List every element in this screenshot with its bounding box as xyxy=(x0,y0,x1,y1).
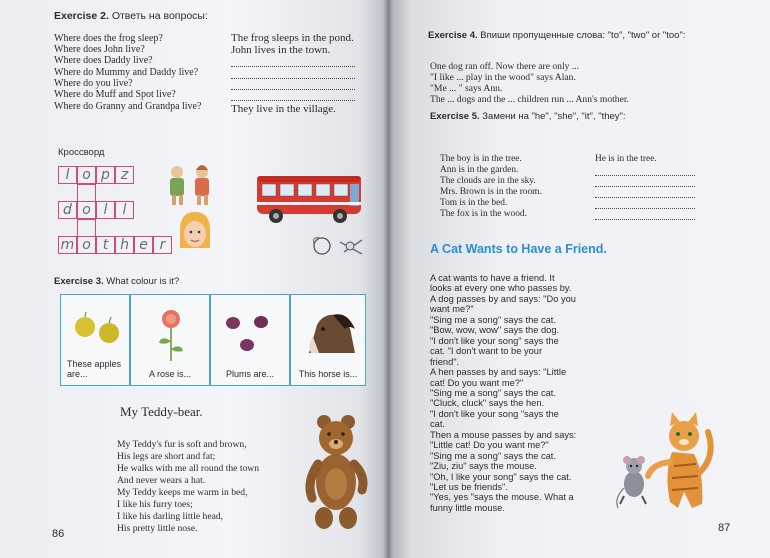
exercise5-label: Exercise 5. xyxy=(430,111,480,122)
question-line: Where does John live? xyxy=(54,44,145,55)
question-line: Where do Granny and Grandpa live? xyxy=(54,101,202,112)
exercise5-sentence: Ann is in the garden. xyxy=(440,165,519,175)
poem-line: I like his furry toes; xyxy=(117,499,193,510)
poem-title: My Teddy-bear. xyxy=(120,404,203,419)
poem-line: And never wears a hat. xyxy=(117,475,206,486)
colour-caption: These apples are... xyxy=(67,359,122,379)
story-line: cat. xyxy=(430,419,445,430)
exercise5-sentence: The boy is in the tree. xyxy=(440,154,522,164)
poem-line: My Teddy's fur is soft and brown, xyxy=(117,439,247,450)
crossword-title: Кроссворд xyxy=(58,147,105,158)
crossword-letter: r xyxy=(159,237,166,253)
crossword-cell xyxy=(58,201,77,219)
crossword-cell xyxy=(96,166,115,184)
question-line: Where do Muff and Spot live? xyxy=(54,89,176,100)
story-title: A Cat Wants to Have a Friend. xyxy=(430,242,607,256)
story-line: funny little mouse. xyxy=(430,502,505,513)
crossword-cell xyxy=(96,201,115,219)
colour-caption: Plums are... xyxy=(225,369,274,379)
exercise2-heading xyxy=(54,10,208,22)
exercise5-sentence: Mrs. Brown is in the room. xyxy=(440,187,542,197)
crossword-letter: l xyxy=(122,202,127,218)
answer-line: John lives in the town. xyxy=(231,44,331,56)
colour-caption: A rose is... xyxy=(148,369,192,379)
story-line: cat. "I don't want to be your xyxy=(430,346,543,357)
colour-item-apples xyxy=(60,294,130,386)
colour-item-horse xyxy=(290,294,366,386)
poem-line: His pretty little nose. xyxy=(117,523,198,534)
story-line: "I don't like your song" says the xyxy=(430,335,559,346)
answer-line: They live in the village. xyxy=(231,103,336,115)
crossword-cell xyxy=(115,166,134,184)
colour-item-rose xyxy=(130,294,210,386)
horse-illustration xyxy=(299,307,361,359)
story-line: "Little cat! Do you want me?" xyxy=(430,440,549,451)
story-line: "Let us be friends". xyxy=(430,482,508,492)
answer-blank xyxy=(595,178,695,187)
story-line: want me?" xyxy=(430,304,474,315)
crossword-cell xyxy=(96,236,115,254)
exercise4-label: Exercise 4. xyxy=(428,30,478,41)
crossword-cell xyxy=(115,201,134,219)
exercise4-line: "I like ... play in the wood" says Alan. xyxy=(430,72,576,83)
colour-caption: This horse is... xyxy=(298,369,358,379)
crossword-cell xyxy=(153,236,172,254)
crossword-cell xyxy=(77,201,96,219)
exercise3-label: Exercise 3. xyxy=(54,276,104,287)
rose-illustration xyxy=(149,305,193,363)
exercise5-heading xyxy=(430,111,626,122)
exercise4-instruction: Впиши пропущенные слова: "to", "two" or "too": xyxy=(480,30,686,41)
answer-blank xyxy=(231,58,355,67)
page-number-right: 87 xyxy=(718,522,731,534)
crossword-cell xyxy=(77,184,96,202)
story-line: "Sing me a song" says the cat. xyxy=(430,314,556,325)
answer-blank xyxy=(231,81,355,90)
example-answer: He is in the tree. xyxy=(595,154,657,164)
colour-item-plums xyxy=(210,294,290,386)
crossword-letter: o xyxy=(82,167,91,183)
crossword-cell xyxy=(77,219,96,237)
plums-illustration xyxy=(223,313,279,359)
book-gutter xyxy=(383,0,393,558)
dolls-illustration xyxy=(160,160,220,210)
poem-line: He walks with me all round the town xyxy=(117,463,260,474)
exercise4-line: "Me ... " says Ann. xyxy=(430,83,503,94)
exercise5-sentence: Tom is in the bed. xyxy=(440,198,508,208)
crossword-letter: e xyxy=(139,237,148,253)
crossword-cell xyxy=(58,236,77,254)
story-line: "Yes, yes "says the mouse. What a xyxy=(430,492,574,503)
exercise5-instruction: Замени на "he", "she", "it", "they": xyxy=(482,111,626,122)
crossword-letter: d xyxy=(63,202,72,218)
teddy-bear-illustration xyxy=(304,412,368,530)
poem-line: I like his darling little head, xyxy=(117,511,224,522)
exercise4-line: One dog ran off. Now there are only ... xyxy=(430,61,580,72)
poem-line: His legs are short and fat; xyxy=(117,451,216,462)
story-line: A cat wants to have a friend. It xyxy=(430,273,555,283)
right-page xyxy=(388,0,770,558)
story-line: "Ziu, ziu" says the mouse. xyxy=(430,461,537,472)
story-line: "Oh, I like your song" says the cat. xyxy=(430,471,572,482)
crossword-cell xyxy=(115,236,134,254)
answer-blank xyxy=(595,189,695,198)
answer-blank xyxy=(231,92,355,101)
question-line: Where do you live? xyxy=(54,78,133,89)
answer-blank xyxy=(595,167,695,176)
girl-face-illustration xyxy=(176,210,214,252)
exercise5-sentence: The clouds are in the sky. xyxy=(440,176,536,186)
exercise3-instruction: What colour is it? xyxy=(106,276,180,287)
crossword-cell xyxy=(77,236,96,254)
cat-and-mouse-illustration xyxy=(612,412,716,514)
story-line: looks at every one who passes by. xyxy=(430,283,572,294)
glasses-illustration xyxy=(310,232,368,260)
story-line: cat! Do you want me?" xyxy=(430,377,524,388)
bus-illustration xyxy=(254,168,366,228)
story-line: friend". xyxy=(430,356,460,367)
crossword-cell xyxy=(77,166,96,184)
story-line: "Cluck, cluck" says the hen. xyxy=(430,398,545,409)
page-number-left: 86 xyxy=(52,528,65,540)
crossword-letter: o xyxy=(82,202,91,218)
exercise3-heading xyxy=(54,276,179,287)
question-line: Where does the frog sleep? xyxy=(54,33,163,44)
answer-blank xyxy=(595,200,695,209)
crossword-letter: p xyxy=(101,167,110,183)
question-line: Where do Mummy and Daddy live? xyxy=(54,67,199,78)
crossword-letter: t xyxy=(102,237,109,253)
answer-line: The frog sleeps in the pond. xyxy=(231,32,354,44)
story-line: "Bow, wow, wow" says the dog. xyxy=(430,325,560,336)
crossword-letter: l xyxy=(65,167,70,183)
apples-illustration xyxy=(69,309,125,349)
story-line: A hen passes by and says: "Little xyxy=(430,367,567,378)
answer-blank xyxy=(595,211,695,220)
question-line: Where does Daddy live? xyxy=(54,55,153,66)
crossword-letter: z xyxy=(120,167,129,183)
crossword-cell xyxy=(58,166,77,184)
crossword-letter: o xyxy=(82,237,91,253)
exercise5-sentence: The fox is in the wood. xyxy=(440,209,527,219)
story-line: A dog passes by and says: "Do you xyxy=(430,293,576,304)
exercise4-line: The ... dogs and the ... children run ... Ann's mother. xyxy=(430,94,629,105)
exercise2-label: Exercise 2. xyxy=(54,10,109,22)
story-line: "Sing me a song" says the cat. xyxy=(430,387,556,398)
answer-blank xyxy=(231,70,355,79)
story-line: "I don't like your song "says the xyxy=(430,408,559,419)
exercise2-instruction: Ответь на вопросы: xyxy=(111,10,208,22)
crossword-letter: h xyxy=(120,237,129,253)
poem-line: My Teddy keeps me warm in bed, xyxy=(117,487,248,498)
story-line: "Sing me a song" says the cat. xyxy=(430,450,556,461)
story-line: Then a mouse passes by and says: xyxy=(430,429,577,440)
exercise4-heading xyxy=(428,30,685,41)
crossword-cell xyxy=(134,236,153,254)
crossword-letter: m xyxy=(60,237,75,253)
crossword-letter: l xyxy=(103,202,108,218)
